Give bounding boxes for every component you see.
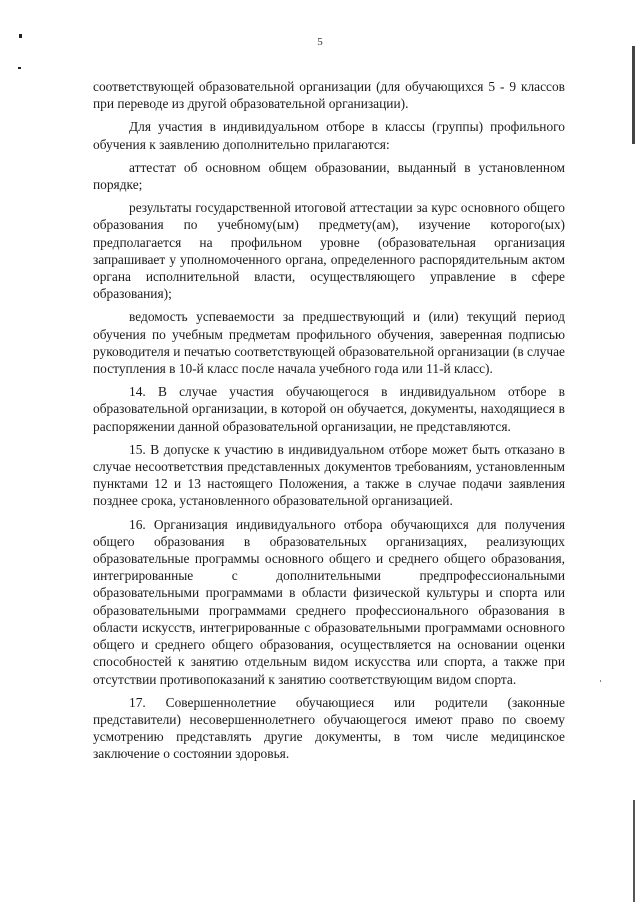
paragraph-continuation: соответствующей образовательной организации (для обучающихся 5 - 9 классов при переводе из другой образовательной организации). — [93, 79, 565, 112]
paragraph-15: 15. В допуске к участию в индивидуальном отборе может быть отказано в случае несоответствия представленных документов требованиям, установленным пунктами 12 и 13 настоящего Положения, а также в случае подачи заявления позднее срока, установленного образовательной организацией. — [93, 441, 565, 509]
scan-speck — [600, 680, 601, 682]
paragraph-16: 16. Организация индивидуального отбора обучающихся для получения общего образования в образовательных организациях, реализующих образовательные программы основного общего и среднего общего образования, интегрированные с дополнительными предпрофессиональными образовательными программами в области физической культуры и спорта или образовательными программами среднего профессионального образования в области искусств, интегрированные с образовательными программами основного общего и среднего общего образования, осуществляется на основании оценки способностей к занятию отдельным видом искусства или спорта, а также при отсутствии противопоказаний к занятию соответствующим видом спорта. — [93, 516, 565, 687]
list-item-exam-results: результаты государственной итоговой аттестации за курс основного общего образования по учебному(ым) предмету(ам), изучение которого(ых) предполагается на профильном уровне (образовательная организация запрашивает у уполномоченного органа, определенного распорядительным актом органа исполнительной власти, осуществляющего управление в сфере образования); — [93, 200, 565, 302]
list-item-certificate: аттестат об основном общем образовании, выданный в установленном порядке; — [93, 159, 565, 193]
list-item-grade-report: ведомость успеваемости за предшествующий и (или) текущий период обучения по учебным предметам профильного обучения, заверенная подписью руководителя и печатью соответствующей образовательной организации (в случае поступления в 10-й класс после начала учебного года или 11-й класс). — [93, 309, 565, 377]
paragraph-17: 17. Совершеннолетние обучающиеся или родители (законные представители) несовершеннолетнего обучающегося имеют право по своему усмотрению представлять другие документы, в том числе медицинское заключение о состоянии здоровья. — [93, 694, 565, 762]
paragraph-14: 14. В случае участия обучающегося в индивидуальном отборе в образовательной организации, в которой он обучается, документы, находящиеся в распоряжении данной образовательной организации, не представляются. — [93, 384, 565, 434]
paragraph-attachments-intro: Для участия в индивидуальном отборе в классы (группы) профильного обучения к заявлению дополнительно прилагаются: — [93, 119, 565, 152]
document-body — [93, 78, 565, 769]
scan-speck — [18, 67, 21, 69]
scan-edge-shadow — [632, 46, 635, 144]
scan-edge-shadow — [633, 800, 635, 902]
page-number: 5 — [317, 36, 323, 48]
